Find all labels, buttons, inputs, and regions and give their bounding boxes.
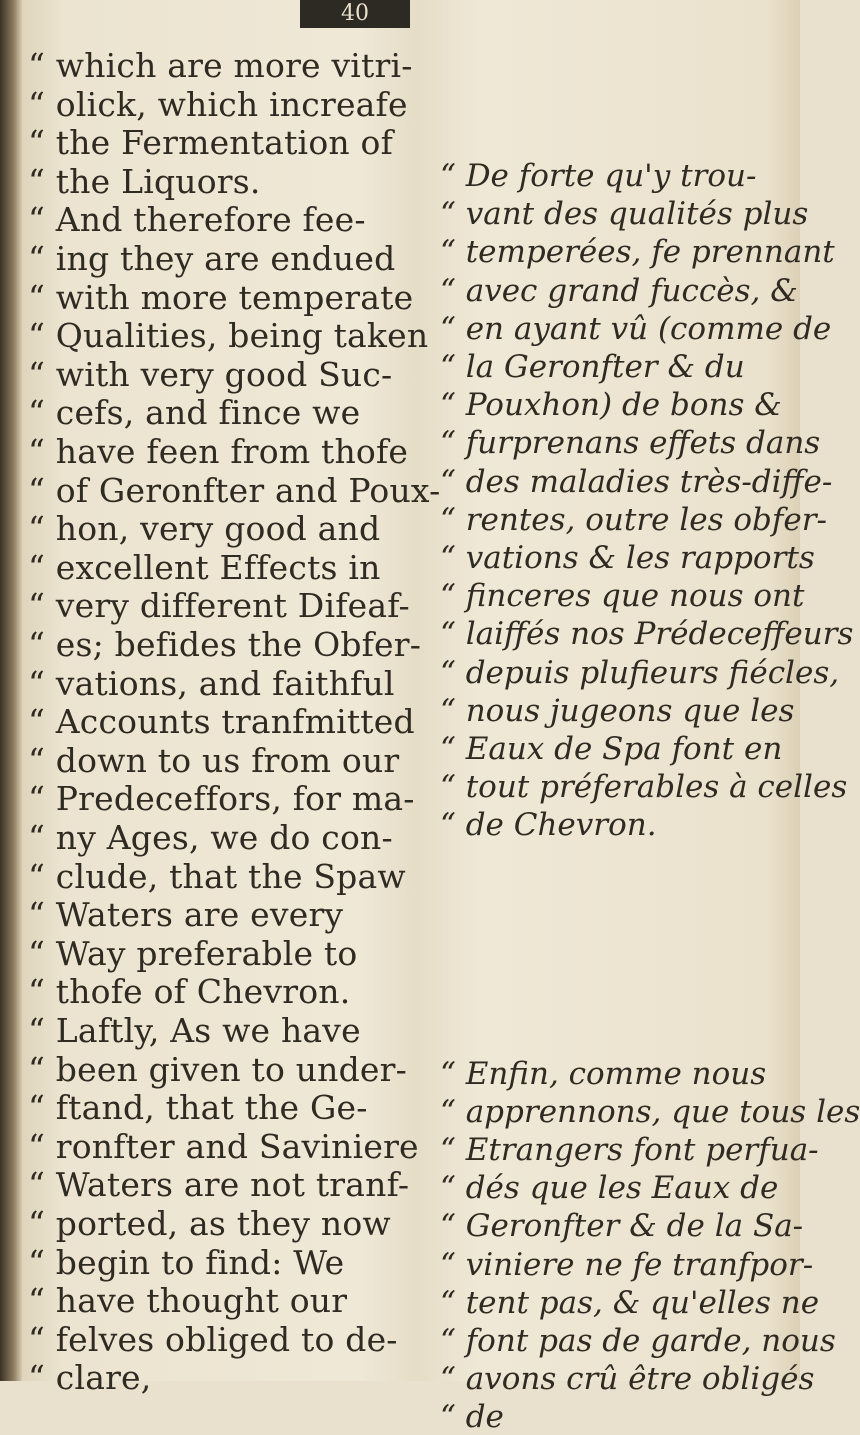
text-line: “ depuis plufieurs fiécles, (440, 654, 840, 691)
text-line: “ with very good Suc- (28, 354, 393, 394)
text-line: “ tent pas, & qu'elles ne (440, 1284, 820, 1321)
text-line: “ Enfin, comme nous (440, 1055, 767, 1092)
text-line: “ nous jugeons que les (440, 692, 795, 729)
text-line: “ temperées, fe prennant (440, 234, 835, 271)
text-line: “ laiffés nos Prédeceffeurs (440, 616, 854, 653)
text-line: “ clare, (28, 1358, 152, 1398)
text-line: “ thofe of Chevron. (28, 972, 351, 1012)
text-line: “ de (440, 1399, 504, 1435)
text-line: “ tout préferables à celles (440, 769, 848, 806)
text-line: “ finceres que nous ont (440, 578, 805, 615)
text-line: “ de Chevron. (440, 807, 657, 844)
text-line: “ which are more vitri- (28, 46, 413, 85)
text-line: “ Waters are every (28, 895, 344, 935)
text-line: “ ny Ages, we do con- (28, 818, 393, 857)
text-line: “ Qualities, being taken (28, 316, 429, 356)
text-line: “ avons crû être obligés (440, 1361, 815, 1398)
text-line: “ apprennons, que tous les (440, 1093, 860, 1130)
text-line: “ olick, which increafe (28, 84, 408, 124)
page-gutter (0, 0, 22, 1381)
text-line: “ And therefore fee- (28, 200, 366, 240)
text-line: “ down to us from our (28, 740, 400, 780)
text-line: “ dés que les Eaux de (440, 1170, 779, 1207)
text-line: “ viniere ne fe tranfpor- (440, 1246, 814, 1283)
text-line: “ Predeceffors, for ma- (28, 779, 415, 819)
text-line: “ Laftly, As we have (28, 1011, 361, 1050)
text-line: “ vant des qualités plus (440, 196, 809, 233)
text-line: “ De forte qu'y trou- (440, 158, 757, 194)
text-line: “ felves obliged to de- (28, 1319, 398, 1359)
text-line: “ font pas de garde, nous (440, 1323, 836, 1359)
text-line: “ furprenans effets dans (440, 425, 821, 462)
text-line: “ Etrangers font perfua- (440, 1132, 819, 1168)
text-line: “ of Geronfter and Poux- (28, 470, 441, 510)
text-line: “ es; befides the Obfer- (28, 625, 422, 664)
text-line: “ excellent Effects in (28, 547, 381, 587)
text-line: “ the Liquors. (28, 161, 261, 201)
text-line: “ vations & les rapports (440, 540, 815, 576)
text-line: “ Way preferable to (28, 933, 358, 973)
text-line: “ en ayant vû (comme de (440, 310, 832, 347)
text-line: “ Eaux de Spa font en (440, 731, 783, 767)
text-line: “ have feen from thofe (28, 432, 409, 471)
text-line: “ rentes, outre les obfer- (440, 501, 828, 538)
text-line: “ cefs, and fince we (28, 393, 361, 433)
text-line: “ have thought our (28, 1281, 348, 1321)
text-line: “ Waters are not tranf- (28, 1165, 410, 1205)
text-line: “ vations, and faithful (28, 663, 395, 703)
text-line: “ begin to find: We (28, 1242, 345, 1282)
text-line: “ la Geronfter & du (440, 349, 745, 385)
text-line: “ ronfter and Saviniere (28, 1126, 419, 1166)
text-line: “ ported, as they now (28, 1204, 391, 1243)
text-line: “ hon, very good and (28, 509, 381, 549)
text-line: “ clude, that the Spaw (28, 856, 406, 896)
text-line: “ Geronfter & de la Sa- (440, 1208, 804, 1245)
text-line: “ des maladies très-diffe- (440, 463, 833, 500)
text-line: “ with more temperate (28, 277, 414, 317)
text-line: “ very different Difeaf- (28, 586, 410, 626)
page-number: 40 (300, 0, 410, 28)
text-line: “ Pouxhon) de bons & (440, 387, 782, 424)
text-line: “ ftand, that the Ge- (28, 1088, 368, 1128)
text-line: “ Accounts tranfmitted (28, 702, 415, 742)
text-line: “ the Fermentation of (28, 123, 394, 163)
text-line: “ ing they are endued (28, 239, 396, 278)
text-line: “ avec grand fuccès, & (440, 272, 798, 309)
text-line: “ been given to under- (28, 1049, 407, 1089)
